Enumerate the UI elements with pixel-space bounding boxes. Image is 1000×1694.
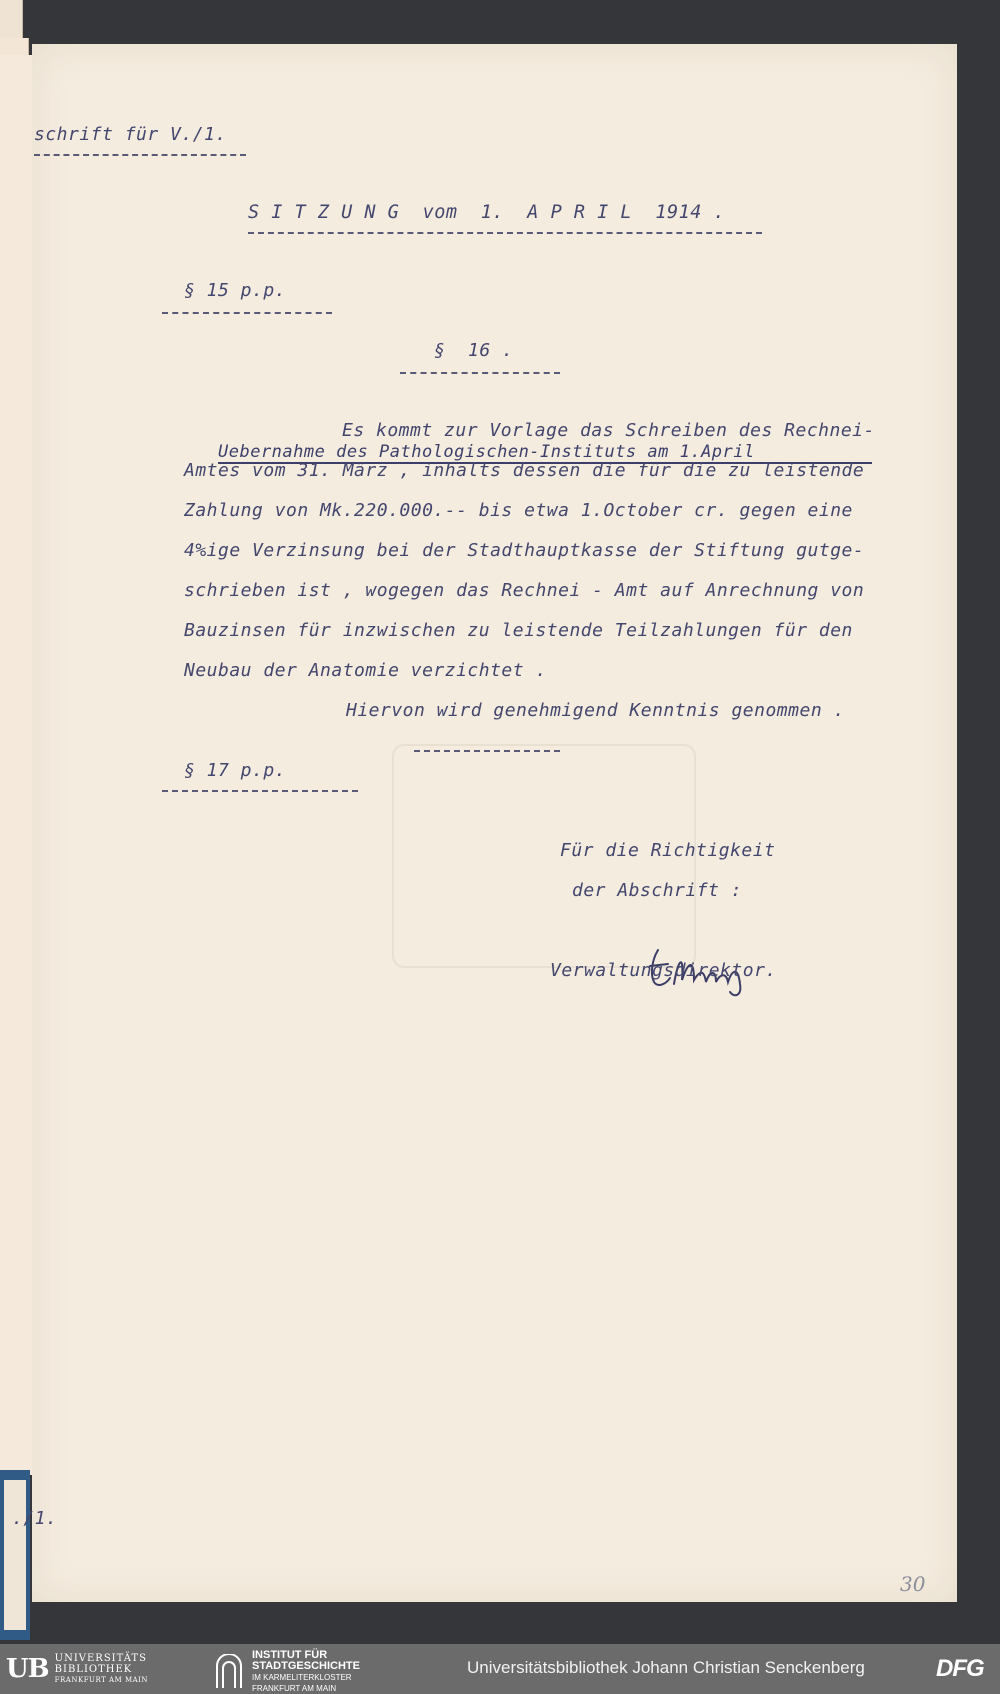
session-title: S I T Z U N G vom 1. A P R I L 1914 .: [248, 202, 726, 223]
isg-arch-icon: [214, 1654, 244, 1690]
handwritten-insertion: Uebernahme des Pathologischen-Instituts am 1.April: [218, 442, 755, 462]
isg-line-1: INSTITUT FÜR: [252, 1649, 328, 1661]
isg-line-2: STADTGESCHICHTE: [252, 1660, 360, 1672]
viewer-footer: [0, 1644, 1000, 1694]
body-line-3: Zahlung von Mk.220.000.-- bis etwa 1.October cr. gegen eine: [184, 500, 853, 521]
paragraph-16-underline: [400, 372, 560, 374]
paragraph-16: § 16 .: [434, 340, 514, 361]
document-page: [32, 44, 957, 1602]
ub-logo[interactable]: [6, 1652, 148, 1686]
certification-line-1: Für die Richtigkeit: [560, 840, 776, 861]
ub-line-3: FRANKFURT AM MAIN: [54, 1675, 149, 1684]
body-line-7: Neubau der Anatomie verzichtet .: [184, 660, 547, 681]
dfg-logo[interactable]: DFG: [936, 1655, 984, 1682]
footer-left-text: ./1.: [12, 1508, 58, 1529]
ub-logo-text: [55, 1653, 148, 1686]
library-name-link[interactable]: Universitätsbibliothek Johann Christian Senckenberg: [467, 1658, 865, 1677]
page-number: 30: [900, 1572, 926, 1596]
isg-logo-text: [252, 1650, 360, 1694]
paragraph-17-underline: [162, 790, 358, 792]
body-line-4: 4%ige Verzinsung bei der Stadthauptkasse der Stiftung gutge-: [184, 540, 865, 561]
body-line-5: schrieben ist , wogegen das Rechnei - Amt auf Anrechnung von: [184, 580, 865, 601]
session-title-underline: [248, 232, 762, 234]
paragraph-15: § 15 p.p.: [184, 280, 287, 301]
body-line-2: Amtes vom 31. März , inhalts dessen die für die zu leistende: [184, 460, 865, 481]
paragraph-17: § 17 p.p.: [184, 760, 287, 781]
ub-logo-mark: UB: [6, 1654, 49, 1684]
body-line-1: Es kommt zur Vorlage das Schreiben des Rechnei-: [342, 420, 875, 441]
paragraph-15-underline: [162, 312, 332, 314]
header-left: schrift für V./1.: [34, 124, 227, 145]
resolution-text: Hiervon wird genehmigend Kenntnis genommen .: [346, 700, 845, 721]
section-divider: [414, 750, 560, 752]
body-line-6: Bauzinsen für inzwischen zu leistende Teilzahlungen für den: [184, 620, 853, 641]
isg-logo[interactable]: [214, 1650, 360, 1694]
binding-strip-inner: [4, 1480, 26, 1630]
ub-line-1: UNIVERSITÄTS: [54, 1652, 147, 1664]
ub-line-2: BIBLIOTHEK: [54, 1663, 133, 1675]
certification-line-2: der Abschrift :: [572, 880, 743, 901]
isg-line-4: FRANKFURT AM MAIN: [252, 1684, 337, 1693]
isg-line-3: IM KARMELITERKLOSTER: [252, 1673, 352, 1682]
page-stack-edge: [0, 0, 23, 40]
header-underline: [34, 154, 246, 156]
signer-title: Verwaltungsdirektor.: [550, 960, 777, 981]
